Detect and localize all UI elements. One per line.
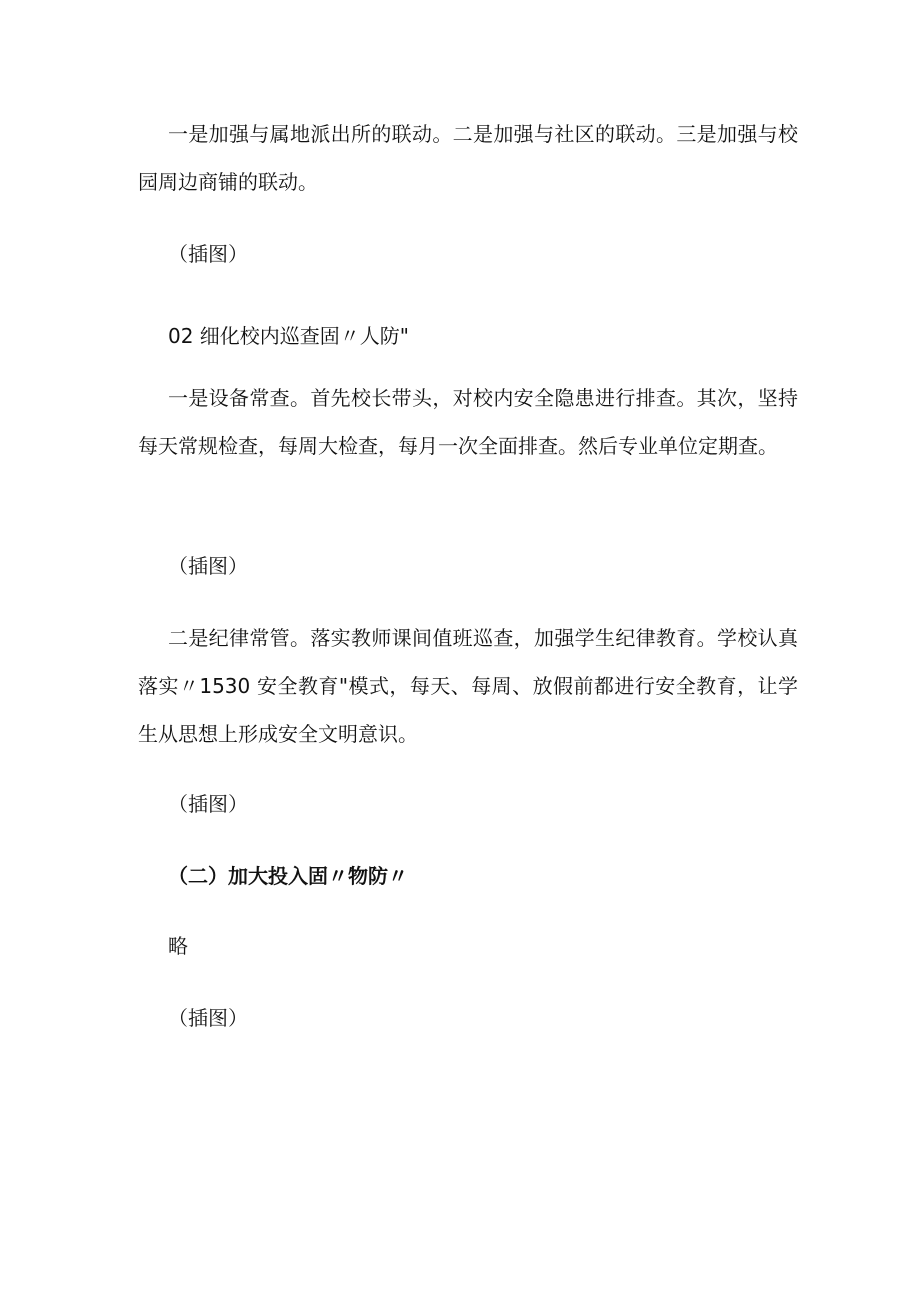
paragraph-omitted: 略	[168, 934, 188, 958]
illustration-placeholder: （插图）	[168, 1006, 248, 1030]
illustration-placeholder: （插图）	[168, 242, 248, 266]
paragraph-linkage: 一是加强与属地派出所的联动。二是加强与社区的联动。三是加强与校园周边商铺的联动。	[138, 122, 798, 194]
section-heading-personnel: 02 细化校内巡查固〃人防"	[168, 324, 410, 348]
paragraph-equipment-check: 一是设备常查。首先校长带头，对校内安全隐患进行排查。其次，坚持每天常规检查，每周大检查，每月一次全面排查。然后专业单位定期查。	[138, 386, 798, 458]
illustration-placeholder: （插图）	[168, 554, 248, 578]
paragraph-discipline: 二是纪律常管。落实教师课间值班巡查，加强学生纪律教育。学校认真落实〃1530 安全教育"模式，每天、每周、放假前都进行安全教育，让学生从思想上形成安全文明意识。	[138, 626, 798, 746]
section-heading-physical: （二）加大投入固〃物防〃	[168, 864, 408, 888]
illustration-placeholder: （插图）	[168, 792, 248, 816]
